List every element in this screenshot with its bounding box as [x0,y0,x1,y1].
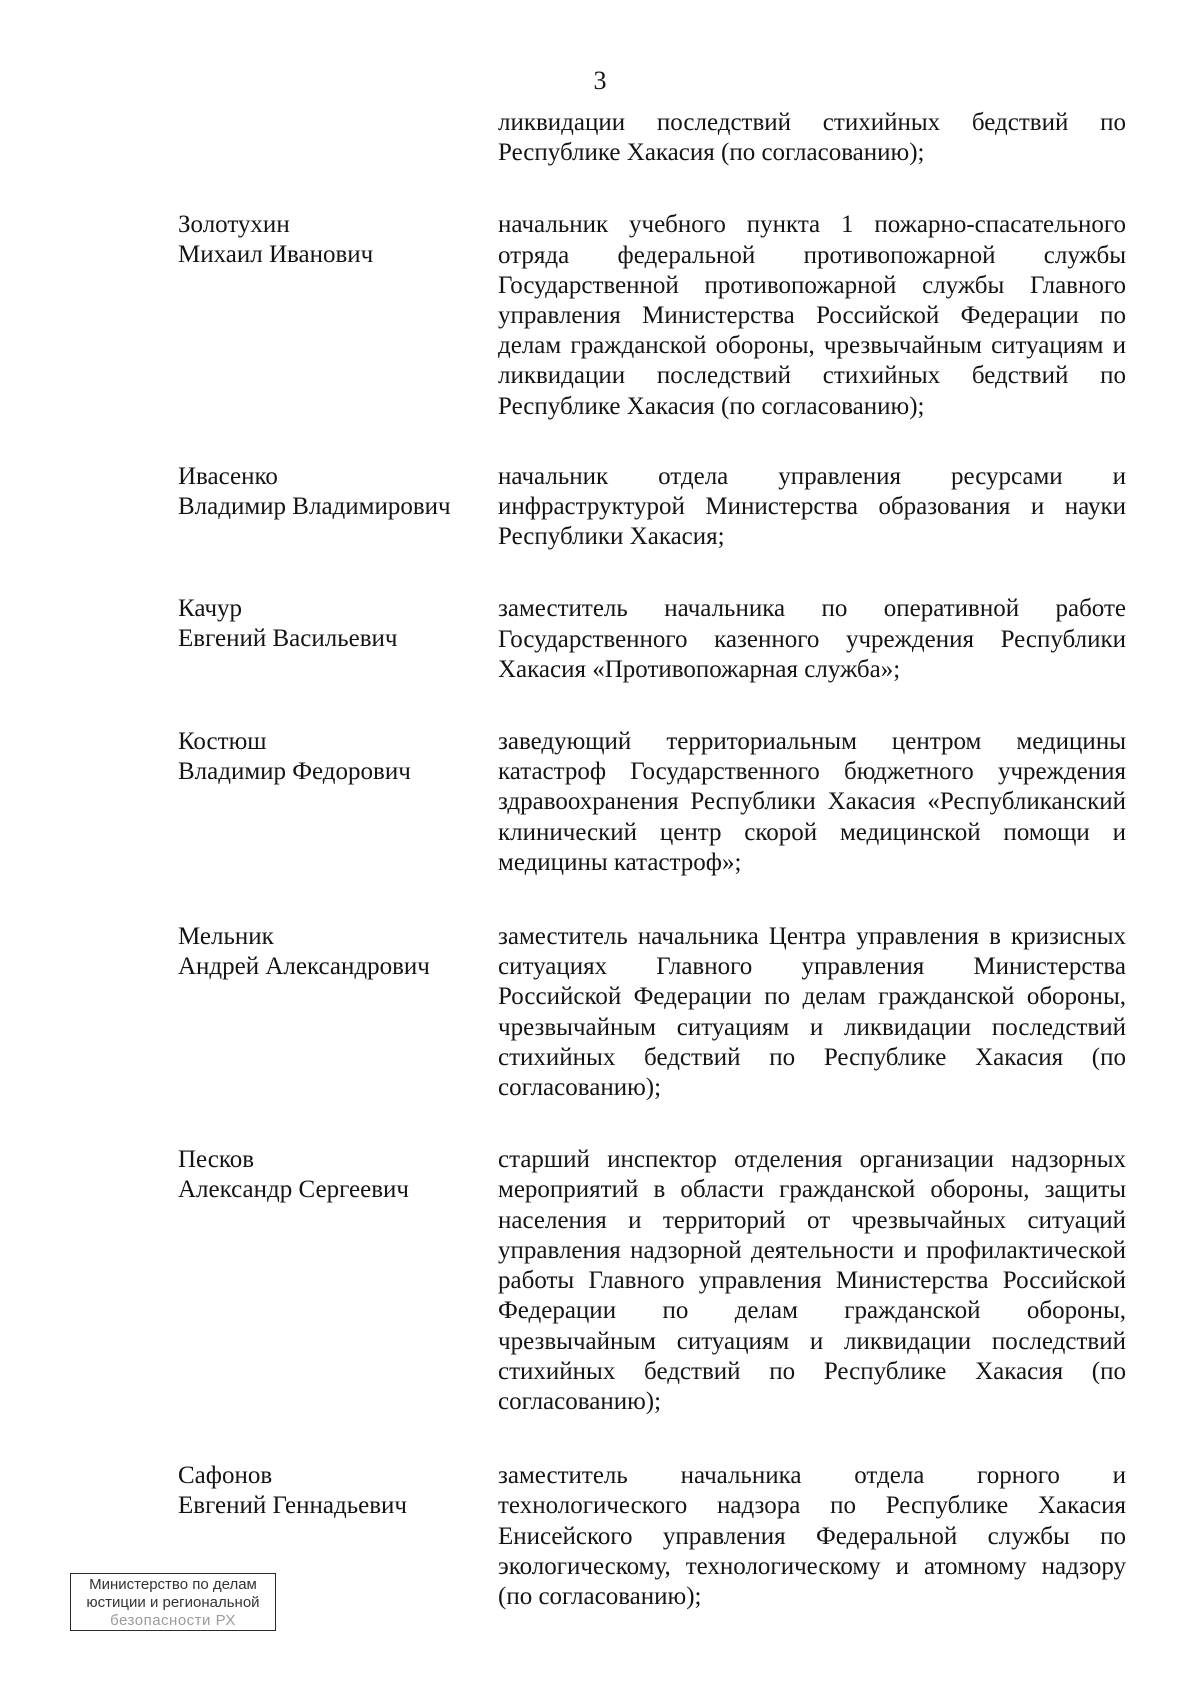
list-item [0,210,1200,421]
member-name [178,108,498,168]
list-item [0,594,1200,685]
member-surname: Мельник [178,923,274,951]
member-given-names: Андрей Александрович [178,953,430,981]
member-given-names: Александр Сергеевич [178,1176,409,1204]
member-surname: Костюш [178,728,267,756]
page-number: 3 [593,66,607,95]
list-item [0,462,1200,553]
member-list [0,108,1200,1612]
member-position: заместитель начальника отдела горного и технологического надзора по Республике Хакасия Енисейского управления Федеральной службы по экологическому, технологическому и атомному надзору (по согласованию); [498,1462,1126,1610]
member-position: заместитель начальника по оперативной работе Государственного казенного учреждения Республики Хакасия «Противопожарная служба»; [498,595,1126,683]
member-position: заместитель начальника Центра управления в кризисных ситуациях Главного управления Министерства Российской Федерации по делам гражданской обороны, чрезвычайным ситуациям и ликвидации последствий стихийных бедствий по Республике Хакасия (по согласованию); [498,923,1126,1102]
member-given-names: Евгений Васильевич [178,625,398,653]
list-item [0,922,1200,1103]
list-item [0,108,1200,168]
member-given-names: Евгений Геннадьевич [178,1492,407,1520]
member-name [178,1145,498,1417]
ministry-stamp [70,1573,276,1631]
member-surname: Песков [178,1146,255,1174]
list-item [0,1145,1200,1417]
member-name [178,210,498,421]
member-given-names: Владимир Федорович [178,758,411,786]
member-surname: Золотухин [178,211,290,239]
member-position: старший инспектор отделения организации надзорных мероприятий в области гражданской обороны, защиты населения и территорий от чрезвычайных ситуаций управления надзорной деятельности и профилактической работы Главного управления Министерства Российской Федерации по делам гражданской обороны, чрезвычайным ситуациям и ликвидации последствий стихийных бедствий по Республике Хакасия (по согласованию); [498,1146,1126,1415]
member-given-names: Владимир Владимирович [178,492,451,520]
stamp-line-2: юстиции и региональной [86,1594,260,1611]
member-name [178,594,498,685]
member-name [178,922,498,1103]
list-item [0,727,1200,878]
stamp-line-1: Министерство по делам [89,1576,257,1593]
member-name [178,462,498,553]
member-surname: Сафонов [178,1462,273,1490]
member-position: начальник учебного пункта 1 пожарно-спасательного отряда федеральной противопожарной службы Государственной противопожарной службы Главного управления Министерства Российской Федерации по делам гражданской обороны, чрезвычайным ситуациям и ликвидации последствий стихийных бедствий по Республике Хакасия (по согласованию); [498,211,1126,420]
member-surname: Ивасенко [178,462,278,490]
member-given-names: Михаил Иванович [178,241,374,269]
member-position: начальник отдела управления ресурсами и инфраструктурой Министерства образования и науки Республики Хакасия; [498,462,1126,551]
stamp-line-3: безопасности РХ [110,1612,236,1629]
member-surname: Качур [178,595,243,623]
member-position: ликвидации последствий стихийных бедствий по Республике Хакасия (по согласованию); [498,109,1126,167]
member-name [178,727,498,878]
member-position: заведующий территориальным центром медицины катастроф Государственного бюджетного учреждения здравоохранения Республики Хакасия «Республиканский клинический центр скорой медицинской помощи и медицины катастроф»; [498,728,1126,876]
